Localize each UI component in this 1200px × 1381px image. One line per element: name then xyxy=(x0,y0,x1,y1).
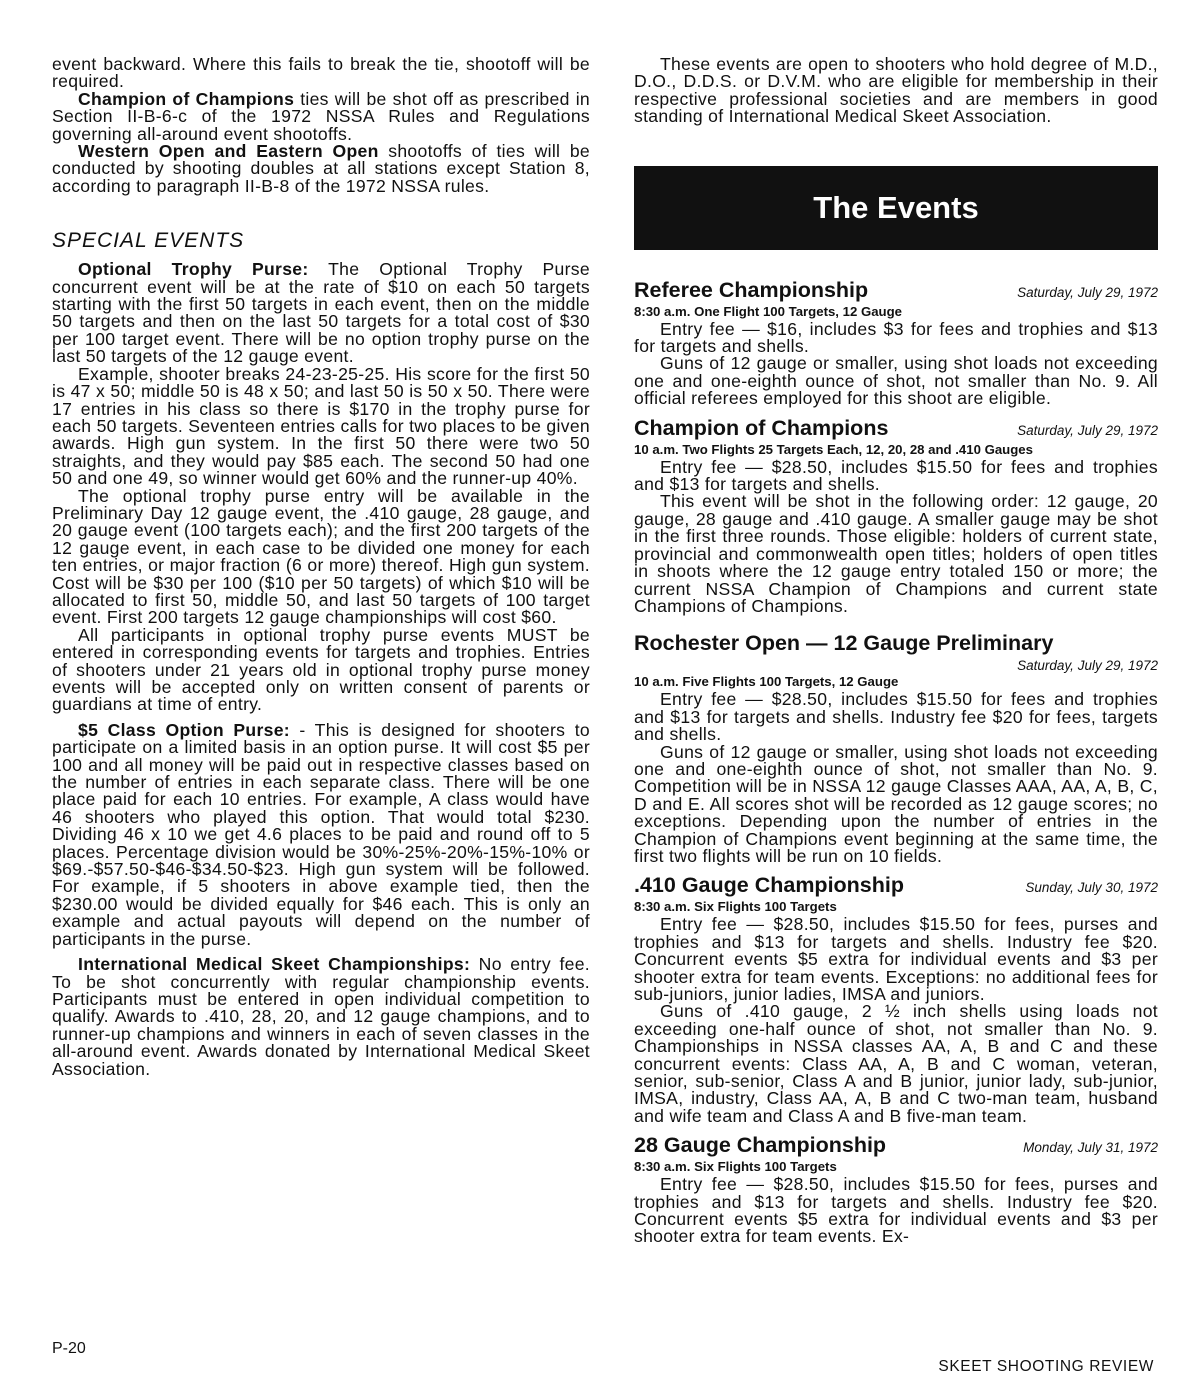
paragraph xyxy=(52,261,590,365)
paragraph-text: No entry fee. To be shot concurrently with regular championship events. Participants must be entered in open individual competition to qualify. Awards to .410, 28, 20, and 12 gauge champions, and to runner-up champions and winners in each of seven classes in the all-around event. Awards donated by International Medical Skeet Association. xyxy=(52,954,590,1079)
event-title: Rochester Open — 12 Gauge Preliminary xyxy=(634,631,1054,656)
event-title: 28 Gauge Championship xyxy=(634,1133,887,1158)
paragraph: Entry fee — $28.50, includes $15.50 for fees, purses and trophies and $13 for targets and shells. Industry fee $20. Concurrent events $5 extra for individual events and $3 per shooter extra for team events. Exceptions: no additional fees for sub-juniors, junior ladies, IMSA and juniors. xyxy=(634,914,1158,1004)
paragraph: The optional trophy purse entry will be available in the Preliminary Day 12 gauge event, the .410 gauge, 28 gauge, and 20 gauge event (100 targets each); and the first 200 targets of the 12 gauge event, in each case to be divided one money for each ten entries, or major fraction (6 or more) thereof. High gun system. Cost will be $30 per 100 ($10 per 50 targets) of which $10 will be allocated to first 50, middle 50, and last 50 targets of 100 target event. First 200 targets 12 gauge championships will cost $60. xyxy=(52,485,590,628)
event-block xyxy=(634,278,1158,408)
lead-term: Optional Trophy Purse: xyxy=(78,259,309,280)
lead-term: Champion of Champions xyxy=(78,88,295,109)
paragraph-text: - This is designed for shooters to participate on a limited basis in an option purse. It will cost $5 per 100 and all money will be paid out in respective classes based on the number of entries in each separate class. There will be one place paid for each 10 entries. For example, A class would have 46 shooters who played this option. That would total $230. Dividing 46 x 10 we get 4.6 places to be paid and round off to 5 places. Percentage division would be 30%-25%-20%-15%-10% or $69.-$57.50-$46-$34.50-$23. High gun system will be followed. For example, if 5 shooters in above example tied, then the $230.00 would be divided equally for $46 each. This is only an example and actual payouts will depend on the number of participants in the purse. xyxy=(52,719,590,949)
lead-term: $5 Class Option Purse: xyxy=(78,719,290,740)
event-title: .410 Gauge Championship xyxy=(634,873,904,898)
paragraph: Entry fee — $28.50, includes $15.50 for fees and trophies and $13 for targets and shells. Industry fee $20 for fees, targets and shells. xyxy=(634,689,1158,745)
paragraph: All participants in optional trophy purse events MUST be entered in corresponding events for targets and trophies. Entries of shooters under 21 years old in optional trophy purse money events will be accepted only on written consent of parents or guardians at time of entry. xyxy=(52,624,590,715)
event-date: Monday, July 31, 1972 xyxy=(1023,1140,1158,1156)
section-heading: SPECIAL EVENTS xyxy=(52,229,245,253)
paragraph-text: ties will be shot off as prescribed in Section II-B-6-c of the 1972 NSSA Rules and Regulations governing all-around event shootoffs. xyxy=(52,88,590,144)
paragraph: Entry fee — $28.50, includes $15.50 for fees, purses and trophies and $13 for targets and shells. Industry fee $20. Concurrent events $5 extra for individual events and $3 per shooter extra for team events. Ex- xyxy=(634,1174,1158,1247)
paragraph: Entry fee — $28.50, includes $15.50 for fees and trophies and $13 for targets and shells. xyxy=(634,456,1158,495)
event-block xyxy=(634,631,1158,865)
event-schedule: 8:30 a.m. One Flight 100 Targets, 12 Gauge xyxy=(634,303,902,319)
paragraph xyxy=(52,956,590,1078)
paragraph: Guns of 12 gauge or smaller, using shot loads not exceeding one and one-eighth ounce of shot, not smaller than No. 9. All official referees employed for this shoot are eligible. xyxy=(634,353,1158,409)
paragraph: Guns of 12 gauge or smaller, using shot loads not exceeding one and one-eighth ounce of shot, not smaller than No. 9. Competition will be in NSSA 12 gauge Classes AAA, AA, A, B, C, D and E. All scores shot will be recorded as 12 gauge scores; no exceptions. Depending upon the number of entries in the Champion of Champions event beginning at the same time, the first two flights will be run on 10 fields. xyxy=(634,741,1158,866)
paragraph xyxy=(52,143,590,195)
event-date: Sunday, July 30, 1972 xyxy=(1025,880,1158,896)
paragraph-text: The Optional Trophy Purse concurrent event will be at the rate of $10 on each 50 targets starting with the first 50 targets in each event, then on the middle 50 targets and then on the last 50 targets for a total cost of $30 per 100 target event. There will be no option trophy purse on the last 50 targets of the 12 gauge event. xyxy=(52,259,590,367)
lead-term: Western Open and Eastern Open xyxy=(78,141,379,162)
event-title: Referee Championship xyxy=(634,277,869,302)
event-block xyxy=(634,416,1158,616)
event-schedule: 10 a.m. Five Flights 100 Targets, 12 Gauge xyxy=(634,674,899,690)
paragraph xyxy=(52,88,590,144)
right-column xyxy=(634,56,1158,1246)
event-title: Champion of Champions xyxy=(634,415,889,440)
event-date: Saturday, July 29, 1972 xyxy=(1017,284,1158,300)
left-column xyxy=(52,56,590,1078)
paragraph: event backward. Where this fails to break the tie, shootoff will be required. xyxy=(52,54,590,92)
paragraph: Entry fee — $16, includes $3 for fees and trophies and $13 for targets and shells. xyxy=(634,318,1158,357)
paragraph xyxy=(52,719,590,949)
publication-name: SKEET SHOOTING REVIEW xyxy=(938,1358,1154,1375)
event-block xyxy=(634,873,1158,1125)
page-number: P-20 xyxy=(52,1340,86,1357)
lead-term: International Medical Skeet Championships: xyxy=(78,954,471,975)
paragraph: This event will be shot in the following order: 12 gauge, 20 gauge, 28 gauge and .410 gauge. A smaller gauge may be shot in the first three rounds. Those eligible: holders of current state, provincial and commonwealth open titles; holders of open titles in shoots where the 12 gauge entry totaled 150 or more; the current NSSA Champion of Champions and current state Champions of Champions. xyxy=(634,491,1158,616)
event-schedule: 8:30 a.m. Six Flights 100 Targets xyxy=(634,1159,837,1175)
paragraph: These events are open to shooters who hold degree of M.D., D.O., D.D.S. or D.V.M. who are eligible for membership in their respective professional societies and are members in good standing of International Medical Skeet Association. xyxy=(634,54,1158,127)
paragraph: Guns of .410 gauge, 2 ½ inch shells using loads not exceeding one-half ounce of shot, not smaller than No. 9. Championships in NSSA classes AA, A, B and C and these concurrent events: Class AA, A, B and C woman, veteran, senior, sub-senior, Class A and B junior, junior lady, sub-junior, IMSA, industry, Class AA, A, B and C two-man team, husband and wife team and Class A and B five-man team. xyxy=(634,1001,1158,1126)
event-date: Saturday, July 29, 1972 xyxy=(1017,422,1158,438)
event-date: Saturday, July 29, 1972 xyxy=(1017,658,1158,674)
event-schedule: 10 a.m. Two Flights 25 Targets Each, 12, 20, 28 and .410 Gauges xyxy=(634,441,1033,457)
event-block xyxy=(634,1133,1158,1246)
event-schedule: 8:30 a.m. Six Flights 100 Targets xyxy=(634,899,837,915)
events-banner: The Events xyxy=(634,166,1158,250)
paragraph: Example, shooter breaks 24-23-25-25. His score for the first 50 is 47 x 50; middle 50 is 48 x 50; and last 50 is 50 x 50. There were 17 entries in his class so there is $170 in the trophy purse for each 50 targets. Seventeen entries calls for two places to be given awards. High gun system. In the first 50 there were two 50 straights, and they would pay $85 each. The second 50 had one 50 and one 49, so winner would get 60% and the runner-up 40%. xyxy=(52,363,590,489)
paragraph-text: shootoffs of ties will be conducted by shooting doubles at all stations except Station 8, according to paragraph II-B-8 of the 1972 NSSA rules. xyxy=(52,141,590,196)
